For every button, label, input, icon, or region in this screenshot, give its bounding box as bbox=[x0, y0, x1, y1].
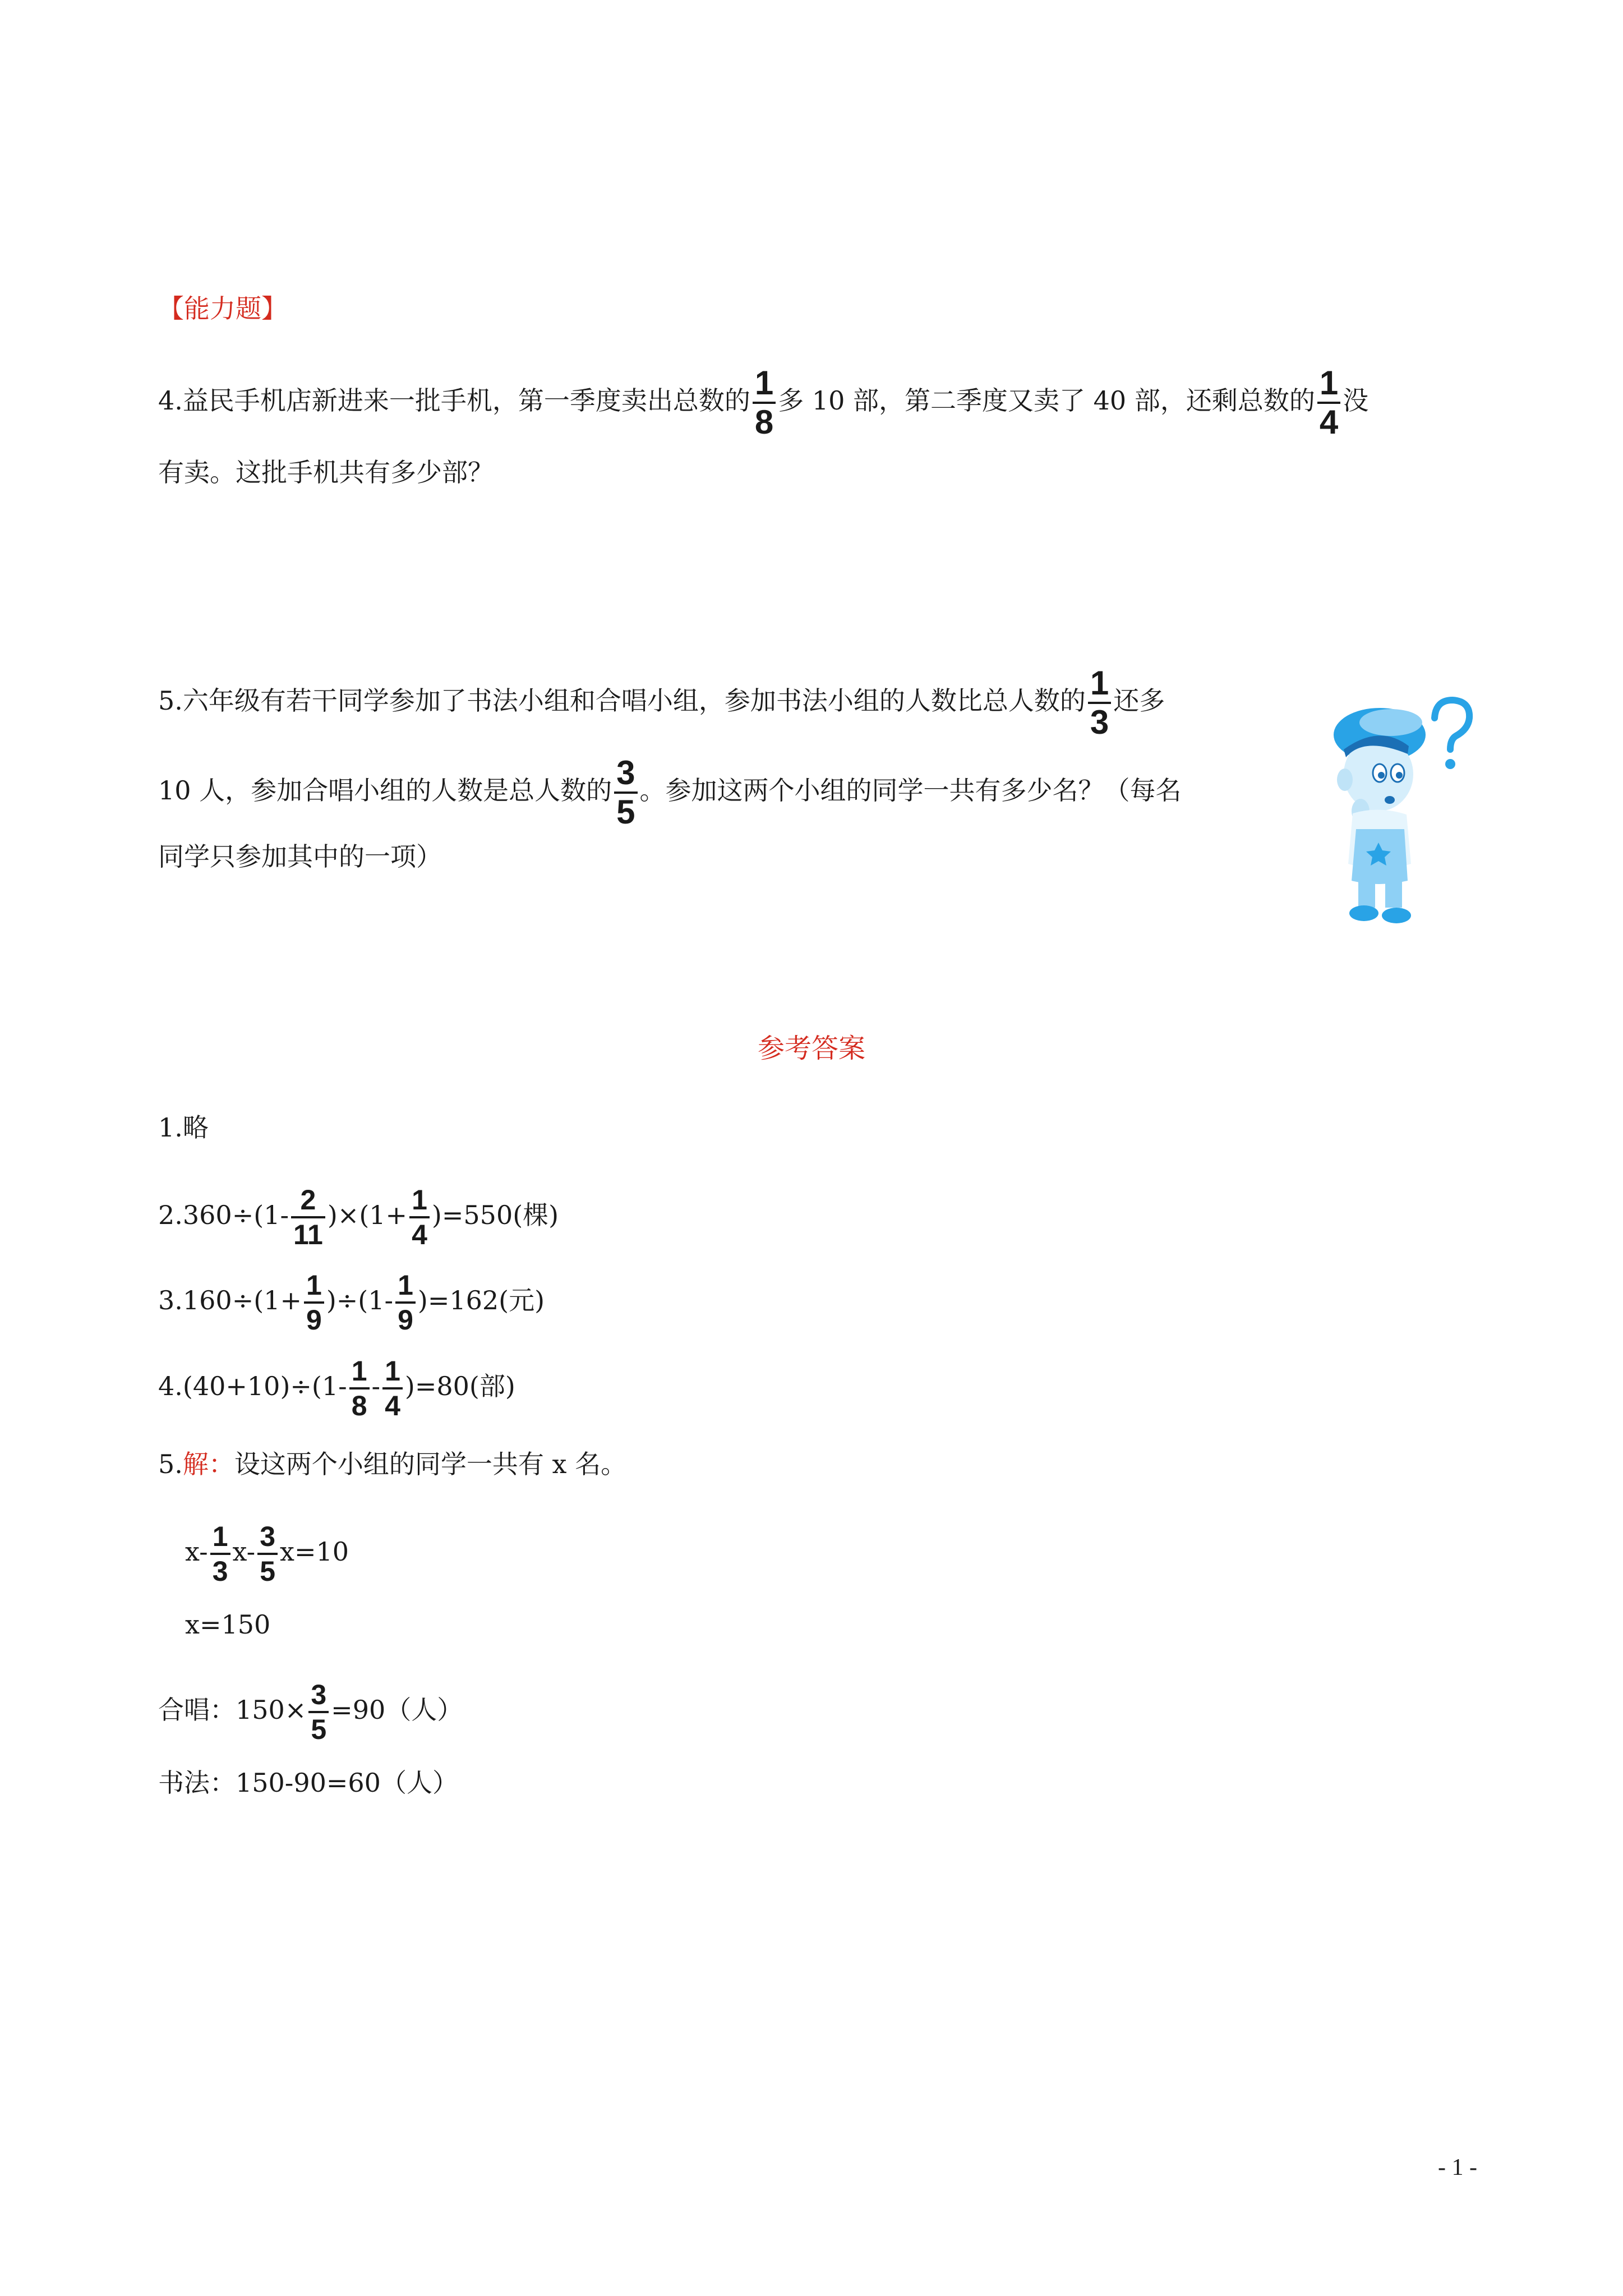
question-5-line-2 bbox=[158, 754, 1182, 831]
q4-text-2: 多 10 部，第二季度又卖了 40 部，还剩总数的 bbox=[778, 385, 1315, 416]
answer-4-text-1: 4.(40+10)÷(1- bbox=[158, 1371, 347, 1401]
answer-2 bbox=[158, 1184, 559, 1251]
answer-5-setup: 设这两个小组的同学一共有 x 名。 bbox=[234, 1449, 627, 1479]
q5-text-2: 还多 bbox=[1113, 685, 1165, 716]
numerator: 1 bbox=[306, 1269, 322, 1301]
chorus-text-1: 合唱：150× bbox=[158, 1695, 307, 1725]
q5-text-4: 。参加这两个小组的同学一共有多少名？（每名 bbox=[639, 775, 1182, 806]
answer-2-text-2: )×(1+ bbox=[327, 1200, 408, 1230]
equation-text-3: x=10 bbox=[280, 1536, 349, 1567]
answer-2-text-1: 2.360÷(1- bbox=[158, 1200, 289, 1230]
numerator: 2 bbox=[300, 1184, 316, 1216]
q5-text-1: 5.六年级有若干同学参加了书法小组和合唱小组，参加书法小组的人数比总人数的 bbox=[158, 685, 1086, 716]
chorus-text-2: =90（人） bbox=[331, 1695, 463, 1725]
denominator: 5 bbox=[260, 1556, 275, 1587]
answer-5-solution: x=150 bbox=[185, 1609, 271, 1640]
fraction bbox=[382, 1355, 403, 1422]
answer-4-text-3: )=80(部) bbox=[404, 1371, 515, 1401]
answer-2-text-3: )=550(棵) bbox=[431, 1200, 559, 1230]
numerator: 3 bbox=[311, 1679, 327, 1710]
numerator: 1 bbox=[385, 1355, 400, 1387]
answer-4 bbox=[158, 1355, 515, 1422]
denominator: 4 bbox=[385, 1390, 400, 1421]
answer-5-chorus bbox=[158, 1678, 463, 1746]
denominator: 3 bbox=[1090, 703, 1109, 741]
fraction bbox=[210, 1520, 230, 1588]
denominator: 4 bbox=[412, 1219, 427, 1250]
numerator: 1 bbox=[754, 364, 774, 402]
equation-text-2: x- bbox=[232, 1536, 256, 1567]
section-title: 【能力题】 bbox=[158, 293, 287, 324]
q4-text-3: 没 bbox=[1343, 385, 1369, 416]
numerator: 3 bbox=[616, 754, 635, 792]
question-5-line-3: 同学只参加其中的一项） bbox=[158, 841, 442, 872]
denominator: 8 bbox=[351, 1390, 367, 1421]
denominator: 11 bbox=[293, 1219, 323, 1250]
denominator: 9 bbox=[306, 1304, 322, 1336]
denominator: 4 bbox=[1319, 403, 1339, 441]
answer-4-text-2: - bbox=[371, 1371, 381, 1401]
denominator: 8 bbox=[754, 403, 774, 441]
answers-title: 参考答案 bbox=[757, 1033, 865, 1064]
fraction bbox=[308, 1678, 329, 1746]
numerator: 1 bbox=[1319, 364, 1339, 402]
question-5-line-1 bbox=[158, 665, 1165, 741]
fraction bbox=[753, 365, 776, 441]
fraction bbox=[614, 754, 637, 831]
numerator: 1 bbox=[1090, 664, 1109, 702]
q5-text-3: 10 人，参加合唱小组的人数是总人数的 bbox=[158, 775, 612, 806]
solution-label: 解： bbox=[182, 1449, 234, 1479]
denominator: 5 bbox=[616, 793, 635, 831]
fraction bbox=[1088, 665, 1111, 741]
question-4-line-2: 有卖。这批手机共有多少部？ bbox=[158, 457, 494, 487]
equation-text-1: x- bbox=[185, 1536, 208, 1567]
fraction bbox=[291, 1184, 325, 1251]
numerator: 1 bbox=[212, 1521, 228, 1552]
numerator: 3 bbox=[260, 1521, 275, 1552]
fraction bbox=[1317, 365, 1340, 441]
numerator: 1 bbox=[351, 1355, 367, 1387]
numerator: 1 bbox=[398, 1269, 413, 1301]
answer-3-text-1: 3.160÷(1+ bbox=[158, 1285, 302, 1315]
answer-5-calligraphy: 书法：150-90=60（人） bbox=[158, 1768, 458, 1798]
fraction bbox=[257, 1520, 278, 1588]
question-4-line-1 bbox=[158, 365, 1368, 441]
answer-3-text-3: )=162(元) bbox=[417, 1285, 545, 1315]
numerator: 1 bbox=[412, 1184, 427, 1216]
q4-text-1: 4.益民手机店新进来一批手机，第一季度卖出总数的 bbox=[158, 385, 750, 416]
answer-5-intro bbox=[158, 1447, 626, 1481]
answer-3-text-2: )÷(1- bbox=[326, 1285, 394, 1315]
answer-3 bbox=[158, 1269, 545, 1336]
fraction bbox=[304, 1269, 324, 1336]
denominator: 5 bbox=[311, 1714, 327, 1745]
fraction bbox=[395, 1269, 416, 1336]
denominator: 9 bbox=[398, 1304, 413, 1336]
fraction bbox=[349, 1355, 370, 1422]
answer-5-equation bbox=[185, 1520, 349, 1588]
denominator: 3 bbox=[212, 1556, 228, 1587]
fraction bbox=[409, 1184, 430, 1251]
answer-5-number: 5. bbox=[158, 1449, 183, 1479]
answer-1: 1.略 bbox=[158, 1112, 209, 1143]
boy-with-question-mark-illustration bbox=[1312, 696, 1492, 931]
page-number: - 1 - bbox=[1438, 2155, 1477, 2180]
